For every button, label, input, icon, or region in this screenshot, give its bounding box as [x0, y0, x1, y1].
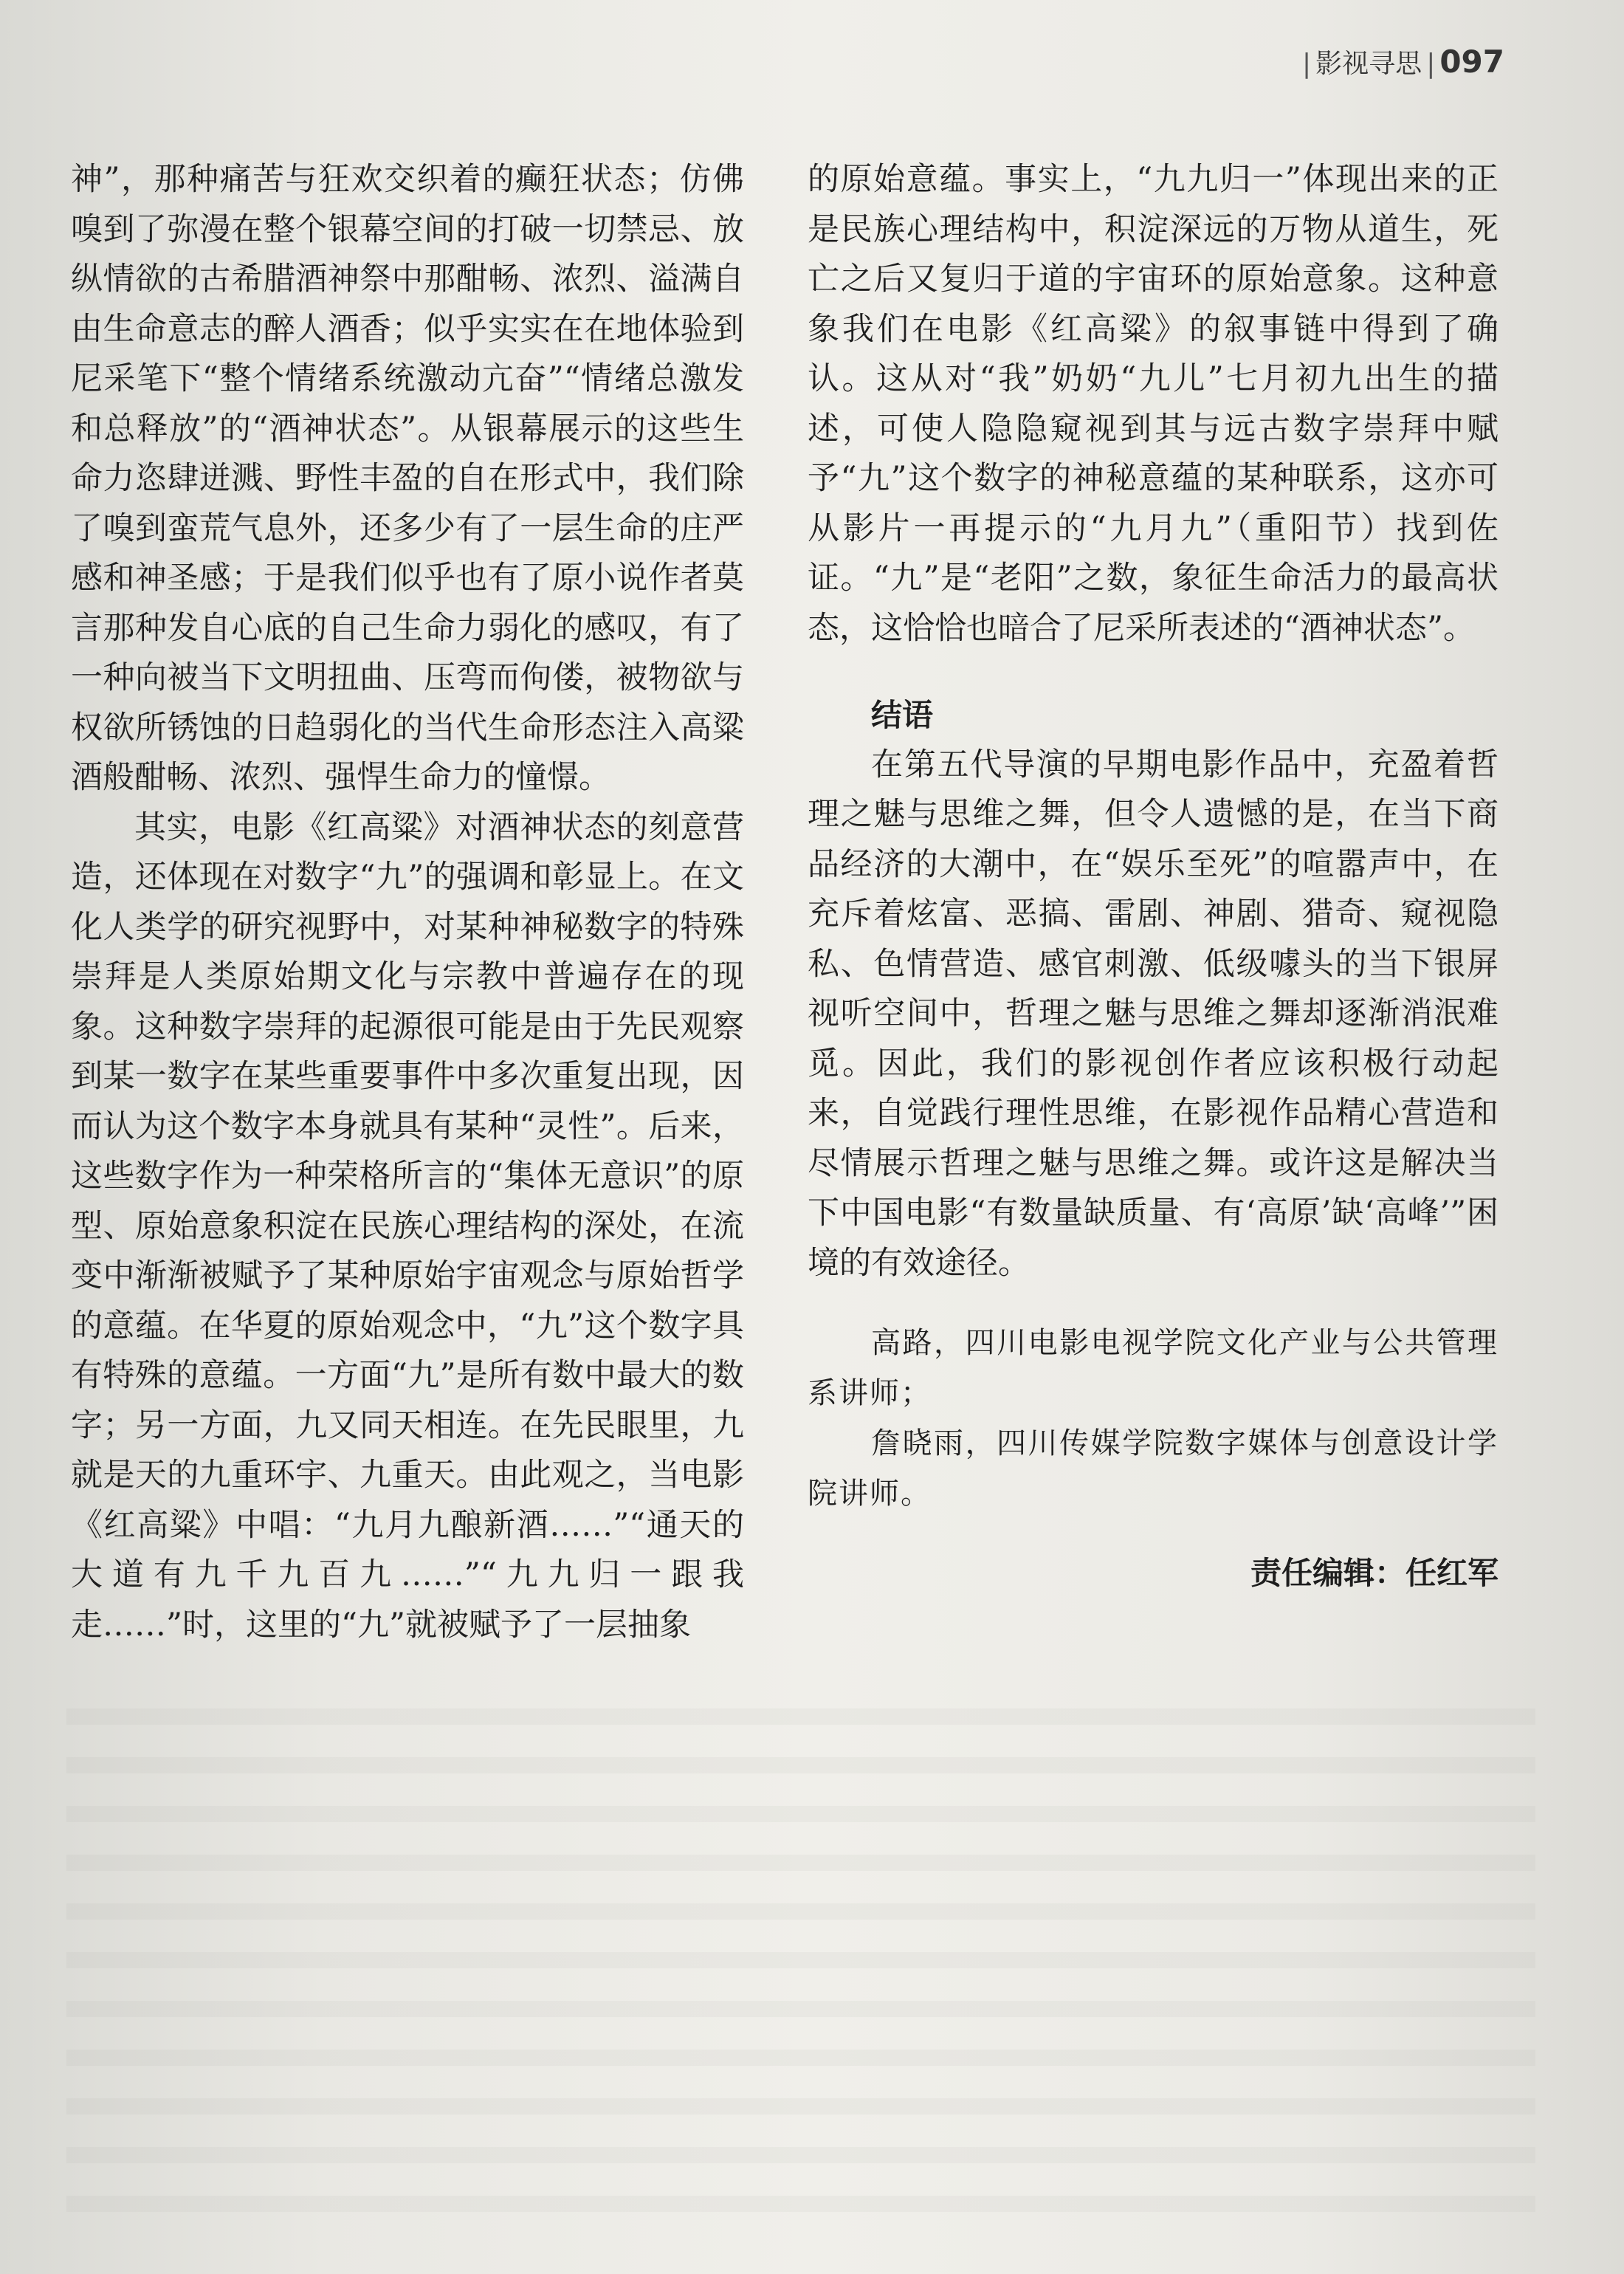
running-header: [1298, 43, 1504, 80]
right-paragraph-2: 在第五代导演的早期电影作品中，充盈着哲理之魅与思维之舞，但令人遗憾的是，在当下商品经济的大潮中，在“娱乐至死”的喧嚣声中，在充斥着炫富、恶搞、雷剧、神剧、猎奇、窥视隐私、色情营造、感官刺激、低级噱头的当下银屏视听空间中，哲理之魅与思维之舞却逐渐消泯难觅。因此，我们的影视创作者应该积极行动起来，自觉践行理性思维，在影视作品精心营造和尽情展示哲理之魅与思维之舞。或许这是解决当下中国电影“有数量缺质量、有‘高原’缺‘高峰’”困境的有效途径。: [808, 746, 1499, 1282]
right-column: [808, 155, 1499, 1598]
header-separator: |: [1302, 49, 1312, 79]
right-paragraph-1: 的原始意蕴。事实上，“九九归一”体现出来的正是民族心理结构中，积淀深远的万物从道生，死亡之后又复归于道的宇宙环的原始意象。这种意象我们在电影《红高粱》的叙事链中得到了确认。这从对“我”奶奶“九儿”七月初九出生的描述，可使人隐隐窥视到其与远古数字崇拜中赋予“九”这个数字的神秘意蕴的某种联系，这亦可从影片一再提示的“九月九”（重阳节）找到佐证。“九”是“老阳”之数，象征生命活力的最高状态，这恰恰也暗合了尼采所表述的“酒神状态”。: [808, 161, 1499, 647]
author-bio-2: 詹晓雨，四川传媒学院数字媒体与创意设计学院讲师。: [808, 1426, 1499, 1511]
author-bio-1: 高路，四川电影电视学院文化产业与公共管理系讲师；: [808, 1326, 1499, 1410]
section-title: 影视寻思: [1315, 49, 1422, 79]
left-paragraph-1: 神”，那种痛苦与狂欢交织着的癫狂状态；仿佛嗅到了弥漫在整个银幕空间的打破一切禁忌、放纵情欲的古希腊酒神祭中那酣畅、浓烈、溢满自由生命意志的醉人酒香；似乎实实在在地体验到尼采笔下“整个情绪系统激动亢奋”“情绪总激发和总释放”的“酒神状态”。从银幕展示的这些生命力恣肆迸溅、野性丰盈的自在形式中，我们除了嗅到蛮荒气息外，还多少有了一层生命的庄严感和神圣感；于是我们似乎也有了原小说作者莫言那种发自心底的自己生命力弱化的感叹，有了一种向被当下文明扭曲、压弯而佝偻，被物欲与权欲所锈蚀的日趋弱化的当代生命形态注入高粱酒般酣畅、浓烈、强悍生命力的憧憬。: [71, 161, 744, 796]
page-number: 097: [1439, 44, 1504, 80]
responsible-editor: 责任编辑：任红军: [1250, 1555, 1499, 1591]
left-paragraph-2: 其实，电影《红高粱》对酒神状态的刻意营造，还体现在对数字“九”的强调和彰显上。在文化人类学的研究视野中，对某种神秘数字的特殊崇拜是人类原始期文化与宗教中普遍存在的现象。这种数字崇拜的起源很可能是由于先民观察到某一数字在某些重要事件中多次重复出现，因而认为这个数字本身就具有某种“灵性”。后来，这些数字作为一种荣格所言的“集体无意识”的原型、原始意象积淀在民族心理结构的深处，在流变中渐渐被赋予了某种原始宇宙观念与原始哲学的意蕴。在华夏的原始观念中，“九”这个数字具有特殊的意蕴。一方面“九”是所有数中最大的数字；另一方面，九又同天相连。在先民眼里，九就是天的九重环宇、九重天。由此观之，当电影《红高粱》中唱：“九月九酿新酒……”“通天的大道有九千九百九……”“九九归一跟我走……”时，这里的“九”就被赋予了一层抽象: [71, 808, 744, 1643]
header-separator-2: |: [1426, 49, 1436, 79]
left-column: [71, 155, 744, 1650]
section-heading-conclusion: 结语: [871, 697, 934, 733]
show-through-texture: [66, 1676, 1535, 2237]
